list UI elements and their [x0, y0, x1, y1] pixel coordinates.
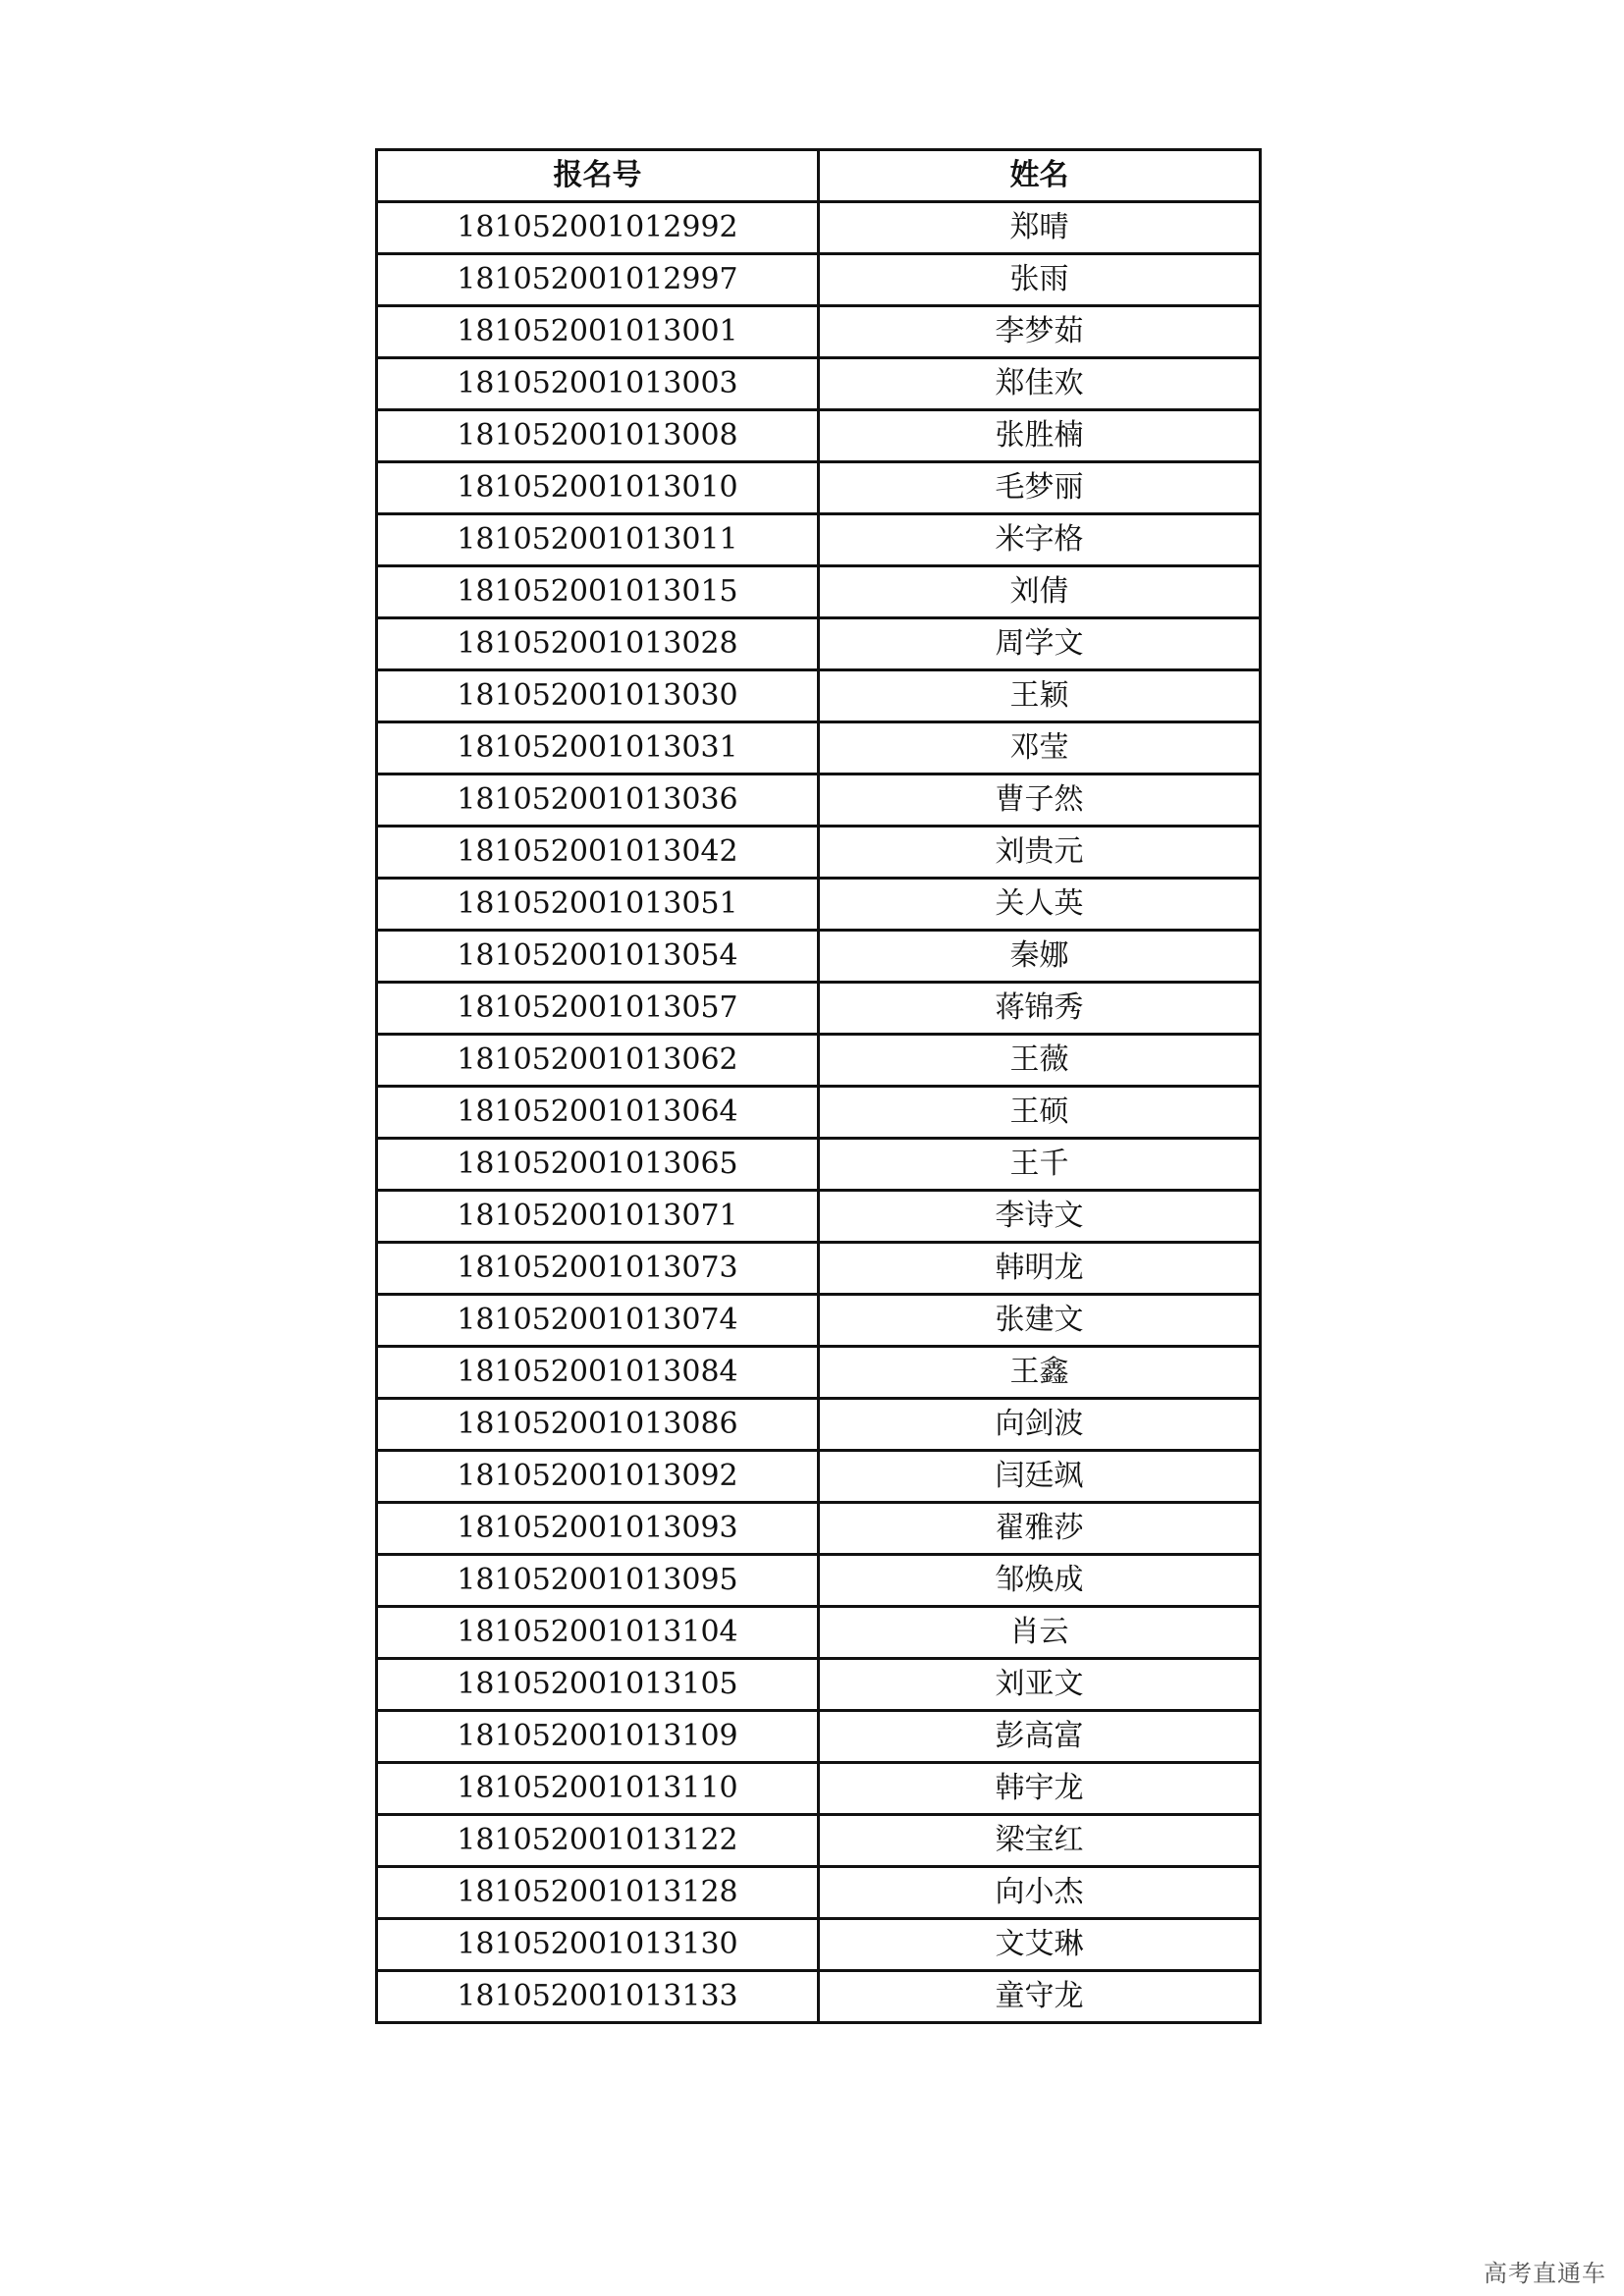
- name-cell: 向小杰: [819, 1867, 1261, 1919]
- table-row: [377, 1347, 1261, 1399]
- table-row: [377, 1035, 1261, 1087]
- name-cell: 梁宝红: [819, 1815, 1261, 1867]
- name-cell: 秦娜: [819, 931, 1261, 983]
- table-body: [377, 202, 1261, 2023]
- name-cell: 王颖: [819, 670, 1261, 722]
- name-cell: 米字格: [819, 514, 1261, 566]
- table-row: [377, 1711, 1261, 1763]
- registration-number-cell: 181052001013073: [377, 1243, 819, 1295]
- table-row: [377, 254, 1261, 306]
- registration-number-cell: 181052001013133: [377, 1971, 819, 2023]
- table-row: [377, 1191, 1261, 1243]
- table-row: [377, 1295, 1261, 1347]
- name-cell: 邓莹: [819, 722, 1261, 774]
- table-row: [377, 1399, 1261, 1451]
- registration-number-cell: 181052001013064: [377, 1087, 819, 1139]
- name-cell: 周学文: [819, 618, 1261, 670]
- table-row: [377, 879, 1261, 931]
- name-cell: 闫廷飒: [819, 1451, 1261, 1503]
- name-cell: 张建文: [819, 1295, 1261, 1347]
- name-cell: 彭高富: [819, 1711, 1261, 1763]
- registration-number-cell: 181052001013104: [377, 1607, 819, 1659]
- registration-number-cell: 181052001013028: [377, 618, 819, 670]
- table-row: [377, 566, 1261, 618]
- registration-number-cell: 181052001013109: [377, 1711, 819, 1763]
- registration-number-cell: 181052001013036: [377, 774, 819, 827]
- registration-number-cell: 181052001013086: [377, 1399, 819, 1451]
- table-row: [377, 670, 1261, 722]
- table-row: [377, 1555, 1261, 1607]
- table-row: [377, 1087, 1261, 1139]
- name-cell: 李诗文: [819, 1191, 1261, 1243]
- registration-number-cell: 181052001013092: [377, 1451, 819, 1503]
- table-row: [377, 827, 1261, 879]
- registration-number-cell: 181052001013010: [377, 462, 819, 514]
- registration-number-cell: 181052001013062: [377, 1035, 819, 1087]
- registration-number-cell: 181052001013084: [377, 1347, 819, 1399]
- name-cell: 王鑫: [819, 1347, 1261, 1399]
- registration-number-cell: 181052001013093: [377, 1503, 819, 1555]
- name-cell: 文艾琳: [819, 1919, 1261, 1971]
- name-cell: 翟雅莎: [819, 1503, 1261, 1555]
- table-row: [377, 1971, 1261, 2023]
- table-row: [377, 462, 1261, 514]
- name-cell: 王薇: [819, 1035, 1261, 1087]
- registration-number-cell: 181052001013042: [377, 827, 819, 879]
- table-row: [377, 1139, 1261, 1191]
- table-row: [377, 618, 1261, 670]
- table-header-row: [377, 150, 1261, 202]
- name-cell: 郑晴: [819, 202, 1261, 254]
- registration-number-cell: 181052001013003: [377, 358, 819, 410]
- name-cell: 邹焕成: [819, 1555, 1261, 1607]
- table-row: [377, 1867, 1261, 1919]
- name-cell: 童守龙: [819, 1971, 1261, 2023]
- name-cell: 郑佳欢: [819, 358, 1261, 410]
- registration-number-cell: 181052001013095: [377, 1555, 819, 1607]
- name-cell: 关人英: [819, 879, 1261, 931]
- registration-number-cell: 181052001013030: [377, 670, 819, 722]
- table-row: [377, 1503, 1261, 1555]
- registration-number-cell: 181052001013110: [377, 1763, 819, 1815]
- name-cell: 张胜楠: [819, 410, 1261, 462]
- table-row: [377, 1243, 1261, 1295]
- table-row: [377, 306, 1261, 358]
- registration-number-cell: 181052001013057: [377, 983, 819, 1035]
- table-row: [377, 774, 1261, 827]
- registration-number-cell: 181052001013130: [377, 1919, 819, 1971]
- table-row: [377, 410, 1261, 462]
- registration-number-cell: 181052001013122: [377, 1815, 819, 1867]
- registration-number-cell: 181052001013031: [377, 722, 819, 774]
- name-cell: 向剑波: [819, 1399, 1261, 1451]
- registration-number-cell: 181052001013074: [377, 1295, 819, 1347]
- registration-number-cell: 181052001013051: [377, 879, 819, 931]
- table-row: [377, 514, 1261, 566]
- table-row: [377, 1763, 1261, 1815]
- registration-number-cell: 181052001012997: [377, 254, 819, 306]
- applicant-table: [375, 148, 1262, 2024]
- header-registration-number: 报名号: [377, 150, 819, 202]
- header-name: 姓名: [819, 150, 1261, 202]
- name-cell: 肖云: [819, 1607, 1261, 1659]
- name-cell: 蒋锦秀: [819, 983, 1261, 1035]
- registration-number-cell: 181052001013054: [377, 931, 819, 983]
- name-cell: 张雨: [819, 254, 1261, 306]
- registration-number-cell: 181052001013071: [377, 1191, 819, 1243]
- name-cell: 刘贵元: [819, 827, 1261, 879]
- name-cell: 韩宇龙: [819, 1763, 1261, 1815]
- table-row: [377, 722, 1261, 774]
- name-cell: 毛梦丽: [819, 462, 1261, 514]
- table-row: [377, 1451, 1261, 1503]
- table-row: [377, 1919, 1261, 1971]
- registration-number-cell: 181052001013128: [377, 1867, 819, 1919]
- name-cell: 刘倩: [819, 566, 1261, 618]
- table-row: [377, 202, 1261, 254]
- registration-number-cell: 181052001013015: [377, 566, 819, 618]
- registration-number-cell: 181052001013001: [377, 306, 819, 358]
- table-row: [377, 1815, 1261, 1867]
- name-cell: 韩明龙: [819, 1243, 1261, 1295]
- name-cell: 王千: [819, 1139, 1261, 1191]
- table-row: [377, 358, 1261, 410]
- name-cell: 刘亚文: [819, 1659, 1261, 1711]
- registration-number-cell: 181052001012992: [377, 202, 819, 254]
- watermark-text: 高考直通车: [1484, 2260, 1606, 2287]
- registration-number-cell: 181052001013011: [377, 514, 819, 566]
- table-row: [377, 931, 1261, 983]
- name-cell: 王硕: [819, 1087, 1261, 1139]
- registration-number-cell: 181052001013065: [377, 1139, 819, 1191]
- registration-number-cell: 181052001013105: [377, 1659, 819, 1711]
- name-cell: 曹子然: [819, 774, 1261, 827]
- name-cell: 李梦茹: [819, 306, 1261, 358]
- table-row: [377, 1607, 1261, 1659]
- table-row: [377, 1659, 1261, 1711]
- registration-number-cell: 181052001013008: [377, 410, 819, 462]
- table-row: [377, 983, 1261, 1035]
